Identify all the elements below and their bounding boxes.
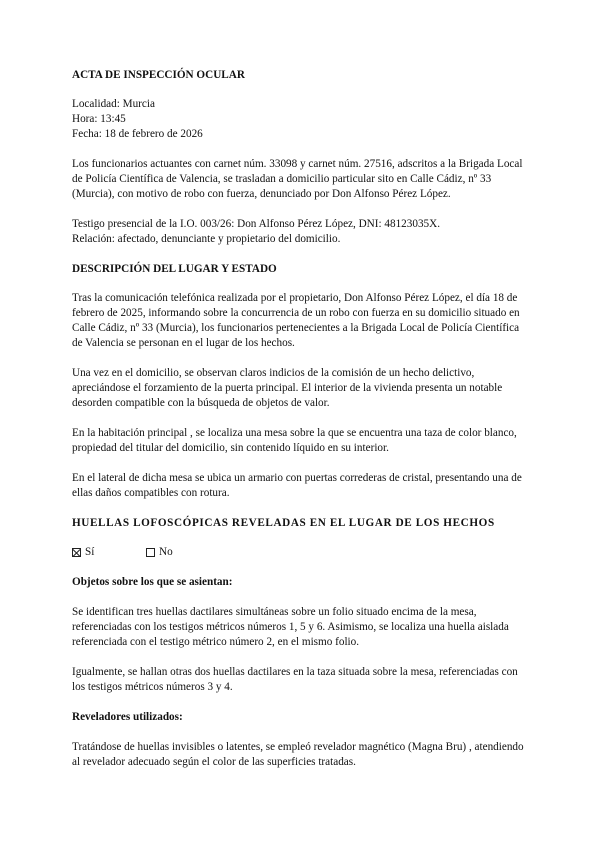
section-title-description: DESCRIPCIÓN DEL LUGAR Y ESTADO [72,263,277,275]
witness-block [72,217,528,247]
fingerprints-options [72,545,528,560]
document-title: ACTA DE INSPECCIÓN OCULAR [72,69,245,81]
checked-box-icon [72,548,81,557]
empty-box-icon [146,548,155,557]
intro-paragraph: Los funcionarios actuantes con carnet núm. 33098 y carnet núm. 27516, adscritos a la Brigada Local de Policía Científica de Valencia, se trasladan a domicilio particular sito en Calle Cádiz, nº 33 (Murcia), con motivo de robo con fuerza, denunciado por Don Alfonso Pérez López. [72,158,523,200]
description-paragraph: En la habitación principal , se localiza una mesa sobre la que se encuentra una taza de color blanco, propiedad del titular del domicilio, sin contenido líquido en su interior. [72,427,517,454]
description-paragraph: En el lateral de dicha mesa se ubica un armario con puertas correderas de cristal, presentando una de ellas daños compatibles con rotura. [72,472,522,499]
section-title-fingerprints: HUELLAS LOFOSCÓPICAS REVELADAS EN EL LUGAR DE LOS HECHOS [72,517,495,529]
subhead-developers: Reveladores utilizados: [72,711,183,723]
description-paragraph: Tras la comunicación telefónica realizada por el propietario, Don Alfonso Pérez López, el día 18 de febrero de 2025, informando sobre la concurrencia de un robo con fuerza en su domicilio situado en Calle Cádiz, nº 33 (Murcia), los funcionarios pertenecientes a la Brigada Local de Policía Científica de Valencia se personan en el lugar de los hechos. [72,292,520,349]
objects-paragraph: Igualmente, se hallan otras dos huellas dactilares en la taza situada sobre la mesa, referenciadas con los testigos métricos números 3 y 4. [72,666,518,693]
description-paragraph: Una vez en el domicilio, se observan claros indicios de la comisión de un hecho delictivo, apreciándose el forzamiento de la puerta principal. El interior de la vivienda presenta un notable desorden compatible con la búsqueda de objetos de valor. [72,367,503,409]
option-yes-label: Sí [85,546,95,558]
relation-line: Relación: afectado, denunciante y propietario del domicilio. [72,233,341,245]
objects-paragraph: Se identifican tres huellas dactilares simultáneas sobre un folio situado encima de la mesa, referenciadas con los testigos métricos números 1, 5 y 6. Asimismo, se localiza una huella aislada referenciada con el testigo métrico número 2, en el mismo folio. [72,606,509,648]
developers-paragraph: Tratándose de huellas invisibles o latentes, se empleó revelador magnético (Magna Bru) , atendiendo al revelador adecuado según el color de las superficies tratadas. [72,741,524,768]
locality-line: Localidad: Murcia [72,98,155,110]
option-no[interactable] [146,545,173,560]
option-yes[interactable] [72,545,146,560]
date-line: Fecha: 18 de febrero de 2026 [72,128,203,140]
document-meta [72,97,528,142]
subhead-objects: Objetos sobre los que se asientan: [72,576,233,588]
witness-line: Testigo presencial de la I.O. 003/26: Don Alfonso Pérez López, DNI: 48123035X. [72,218,441,230]
time-line: Hora: 13:45 [72,113,126,125]
option-no-label: No [159,546,173,558]
